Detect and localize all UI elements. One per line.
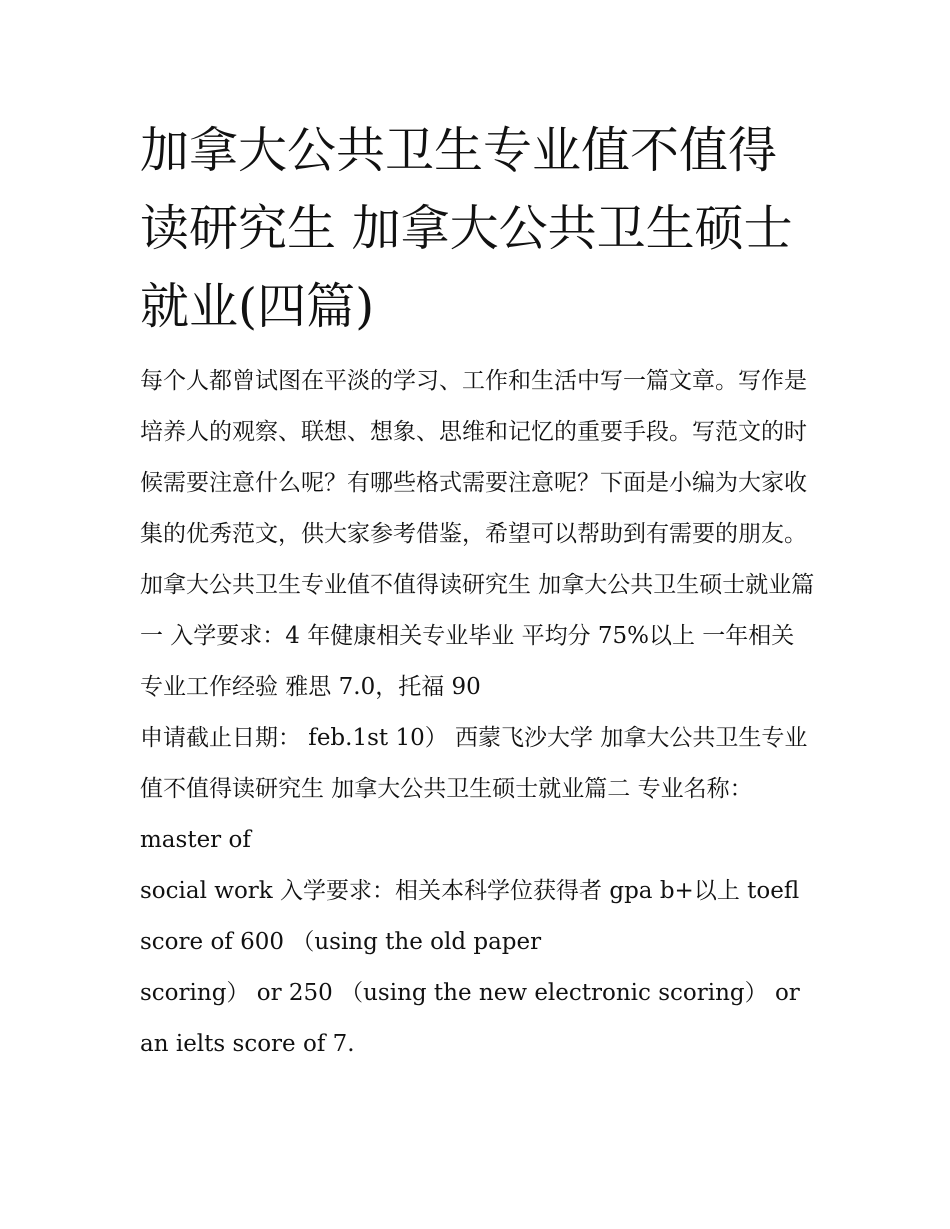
body-paragraph-2: 申请截止日期： feb.1st 10） 西蒙飞沙大学 加拿大公共卫生专业值不值得读研究生 加拿大公共卫生硕士就业篇二 专业名称：master of	[140, 725, 808, 853]
intro-paragraph: 每个人都曾试图在平淡的学习、工作和生活中写一篇文章。写作是培养人的观察、联想、想象、思维和记忆的重要手段。写范文的时候需要注意什么呢？有哪些格式需要注意呢？下面是小编为大家收集的优秀范文，供大家参考借鉴，希望可以帮助到有需要的朋友。	[140, 368, 807, 547]
body-paragraph-1: 加拿大公共卫生专业值不值得读研究生 加拿大公共卫生硕士就业篇一 入学要求：4 年健康相关专业毕业 平均分 75%以上 一年相关专业工作经验 雅思 7.0，托福 90	[140, 572, 815, 700]
body-paragraph-4: scoring） or 250 （using the new electronic scoring） or an ielts score of 7.	[140, 980, 800, 1057]
body-paragraph-3: social work 入学要求：相关本科学位获得者 gpa b+以上 toefl score of 600 （using the old paper	[140, 878, 800, 955]
document-page	[140, 112, 815, 1070]
document-title: 加拿大公共卫生专业值不值得读研究生 加拿大公共卫生硕士就业(四篇)	[140, 122, 793, 335]
